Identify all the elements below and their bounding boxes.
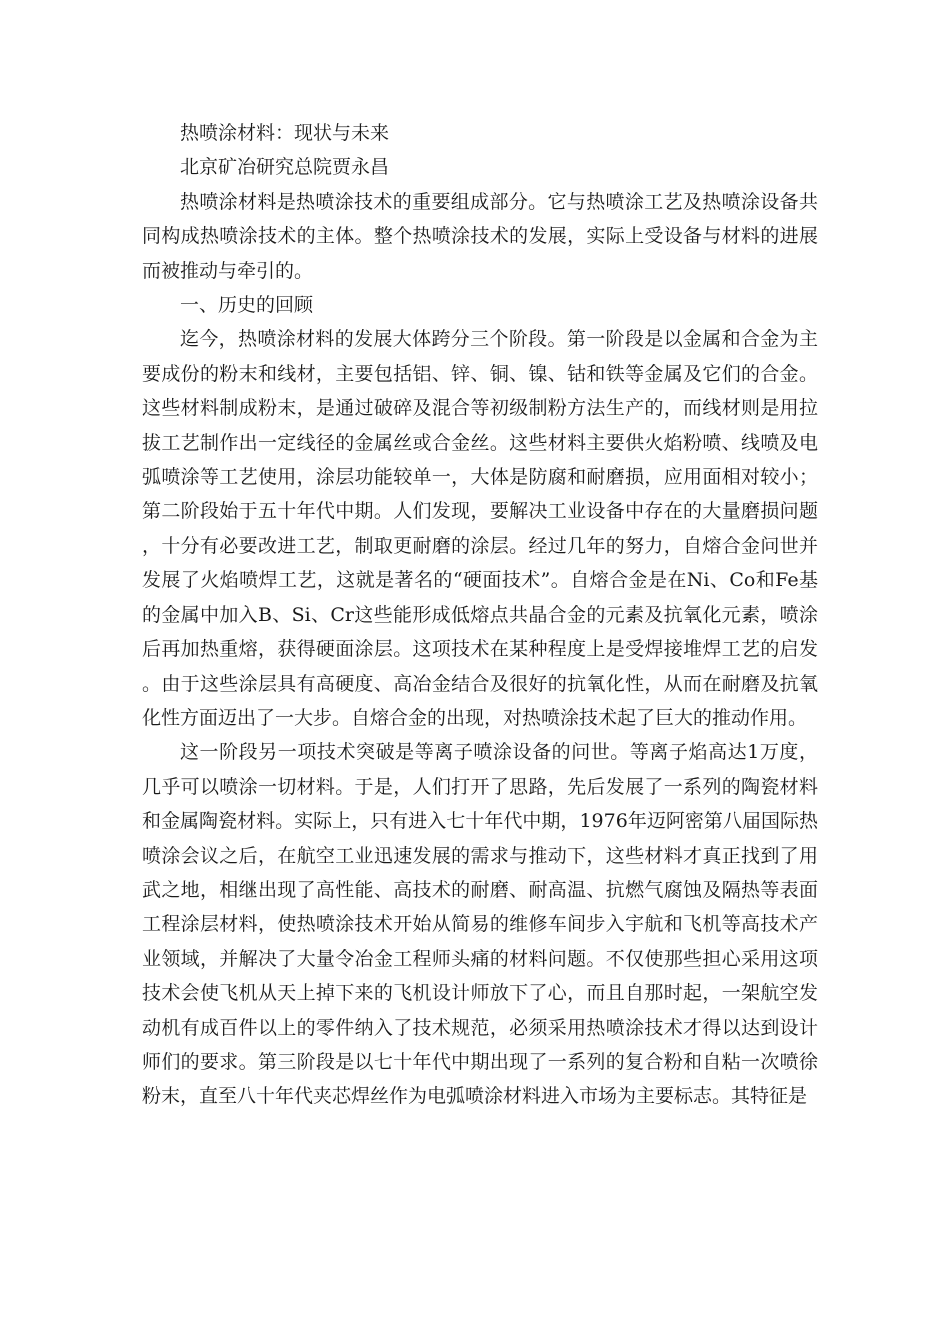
document-title: 热喷涂材料：现状与未来 bbox=[180, 122, 390, 144]
paragraph-plasma: 这一阶段另一项技术突破是等离子喷涂设备的问世。等离子焰高达1万度，几乎可以喷涂一切材料。于是，人们打开了思路，先后发展了一系列的陶瓷材料和金属陶瓷材料。实际上，只有进入七十年代中期，1976年迈阿密第八届国际热喷涂会议之后，在航空工业迅速发展的需求与推动下，这些材料才真正找到了用武之地，相继出现了高性能、高技术的耐磨、耐高温、抗燃气腐蚀及隔热等表面工程涂层材料，使热喷涂技术开始从简易的维修车间步入宇航和飞机等高技术产业领域，并解决了大量令冶金工程师头痛的材料问题。不仅使那些担心采用这项技术会使飞机从天上掉下来的飞机设计师放下了心，而且自那时起，一架航空发动机有成百件以上的零件纳入了技术规范，必须采用热喷涂技术才得以达到设计师们的要求。第三阶段是以七十年代中期出现了一系列的复合粉和自粘一次喷徐粉末，直至八十年代夹芯焊丝作为电弧喷涂材料进入市场为主要标志。其特征是 bbox=[142, 741, 818, 1108]
document-author: 北京矿冶研究总院贾永昌 bbox=[180, 156, 390, 179]
paragraph-history: 迄今，热喷涂材料的发展大体跨分三个阶段。第一阶段是以金属和合金为主要成份的粉末和线材，主要包括铝、锌、铜、镍、钴和铁等金属及它们的合金。这些材料制成粉末，是通过破碎及混合等初级制粉方法生产的，而线材则是用拉拔工艺制作出一定线径的金属丝或合金丝。这些材料主要供火焰粉喷、线喷及电弧喷涂等工艺使用，涂层功能较单一，大体是防腐和耐磨损，应用面相对较小；第二阶段始于五十年代中期。人们发现，要解决工业设备中存在的大量磨损问题，十分有必要改进工艺，制取更耐磨的涂层。经过几年的努力，自熔合金问世并发展了火焰喷焊工艺，这就是著名的“硬面技术”。自熔合金是在Ni、Co和Fe基的金属中加入B、Si、Cr这些能形成低熔点共晶合金的元素及抗氧化元素，喷涂后再加热重熔，获得硬面涂层。这项技术在某种程度上是受焊接堆焊工艺的启发。由于这些涂层具有高硬度、高冶金结合及很好的抗氧化性，从而在耐磨及抗氧化性方面迈出了一大步。自熔合金的出现，对热喷涂技术起了巨大的推动作用。 bbox=[142, 328, 818, 729]
document-body bbox=[142, 116, 818, 1114]
paragraph-intro: 热喷涂材料是热喷涂技术的重要组成部分。它与热喷涂工艺及热喷涂设备共同构成热喷涂技术的主体。整个热喷涂技术的发展，实际上受设备与材料的进展而被推动与牵引的。 bbox=[142, 190, 818, 282]
section-heading: 一、历史的回顾 bbox=[180, 294, 314, 317]
